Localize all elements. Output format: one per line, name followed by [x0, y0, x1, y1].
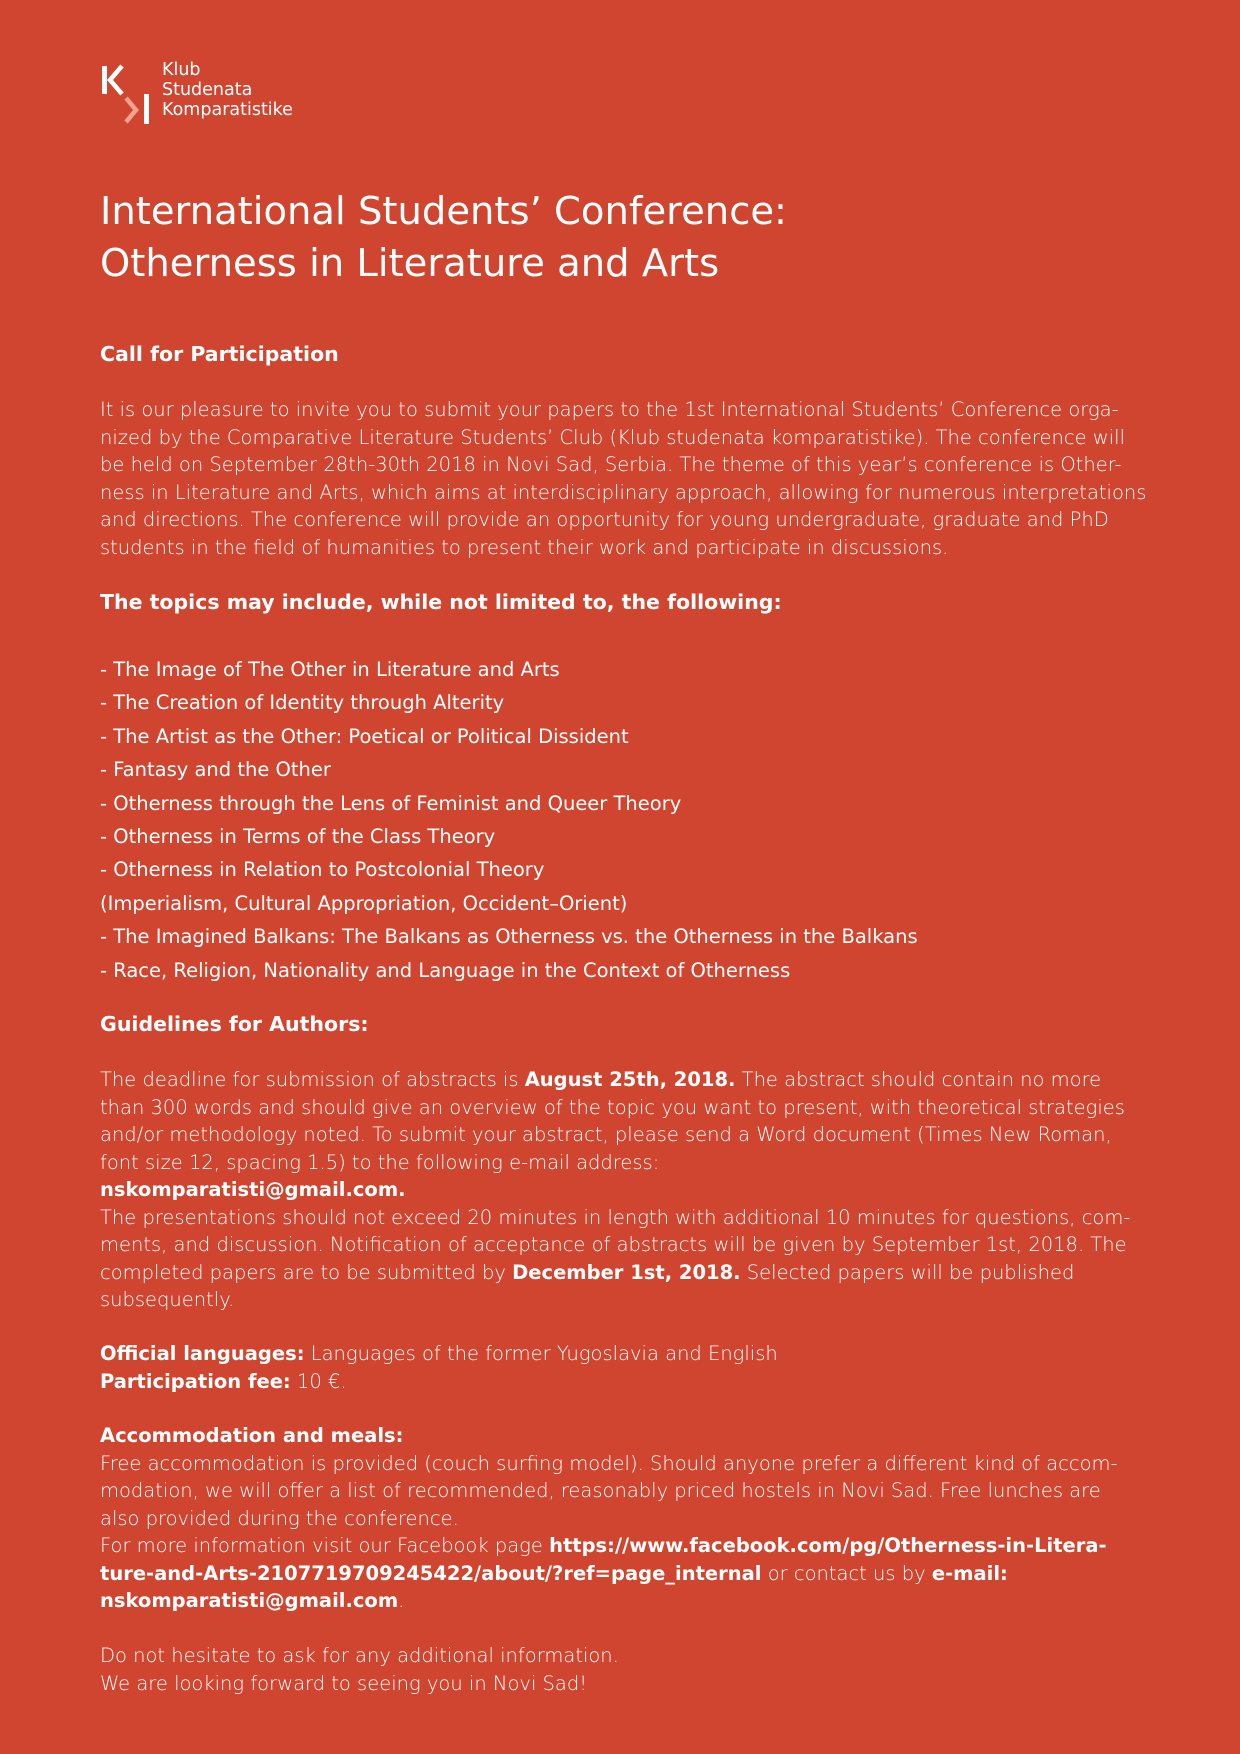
- accommodation-line: [100, 1560, 1162, 1588]
- topic-item: - The Image of The Other in Literature and Arts: [100, 658, 560, 681]
- accommodation-heading: Accommodation and meals:: [100, 1424, 404, 1447]
- conference-title: [100, 186, 1160, 290]
- topic-item: - The Imagined Balkans: The Balkans as Otherness vs. the Otherness in the Balkans: [100, 925, 918, 949]
- topics-heading: The topics may include, while not limited to, the following:: [100, 590, 782, 614]
- guidelines-line: The presentations should not exceed 20 minutes in length with additional 10 minutes for questions, com-: [100, 1205, 1131, 1229]
- guidelines-paragraph: [100, 1066, 1162, 1314]
- guidelines-line: [100, 1259, 1162, 1287]
- contact-text: or contact us by: [761, 1561, 932, 1585]
- guidelines-heading: Guidelines for Authors:: [100, 1012, 369, 1036]
- ks-logo-mark-icon: [100, 64, 156, 126]
- accommodation-line: also provided during the conference.: [100, 1506, 459, 1530]
- accommodation-line: Free accommodation is provided (couch surfing model). Should anyone prefer a different kind of accom-: [100, 1451, 1118, 1475]
- topics-list: [100, 653, 918, 987]
- facebook-intro: For more information visit our Facebook page: [100, 1534, 550, 1557]
- topic-item: - Fantasy and the Other: [100, 758, 331, 782]
- closing-line-2: We are looking forward to seeing you in Novi Sad!: [100, 1671, 588, 1695]
- guidelines-line: font size 12, spacing 1.5) to the following e-mail address:: [100, 1150, 660, 1174]
- fee-value: 10 €.: [290, 1369, 347, 1393]
- topic-item: - The Creation of Identity through Alterity: [100, 691, 505, 715]
- closing-line-1: Do not hesitate to ask for any additional information.: [100, 1644, 619, 1667]
- contact-period: .: [398, 1589, 405, 1612]
- facebook-link[interactable]: https://www.facebook.com/pg/Otherness-in-Litera-: [549, 1534, 1107, 1557]
- fee-label: Participation fee:: [100, 1369, 291, 1393]
- contact-email-link[interactable]: nskomparatisti@gmail.com: [100, 1589, 399, 1612]
- topic-item: - Otherness through the Lens of Feminist and Queer Theory: [100, 791, 682, 815]
- call-line: ness in Literature and Arts, which aims at interdisciplinary approach, allowing for numerous interpretations: [100, 480, 1147, 504]
- abstract-deadline: August 25th, 2018.: [524, 1068, 736, 1091]
- languages-line: [100, 1340, 1162, 1368]
- guidelines-line: ments, and discussion. Notification of acceptance of abstracts will be given by September 1st, 2018. The: [100, 1233, 1127, 1256]
- accommodation-line: [100, 1532, 1162, 1560]
- accommodation-section: [100, 1422, 1162, 1615]
- call-line: nized by the Comparative Literature Students’ Club (Klub studenata komparatistike). The conference will: [100, 425, 1125, 449]
- papers-deadline: December 1st, 2018.: [512, 1260, 741, 1284]
- title-line-2: Otherness in Literature and Arts: [100, 241, 720, 286]
- accommodation-line: modation, we will offer a list of recommended, reasonably priced hostels in Novi Sad. Free lunches are: [100, 1479, 1101, 1502]
- topic-item: - The Artist as the Other: Poetical or Political Dissident: [100, 724, 629, 748]
- guidelines-line: than 300 words and should give an overview of the topic you want to present, with theoretical strategies: [100, 1095, 1125, 1119]
- guidelines-line: [100, 1176, 1162, 1204]
- logo-line-3: Komparatistike: [162, 100, 293, 120]
- languages-value: Languages of the former Yugoslavia and English: [304, 1342, 778, 1365]
- deadline-text: The deadline for submission of abstracts is: [100, 1068, 525, 1091]
- deadline-text-end: The abstract should contain no more: [735, 1068, 1102, 1091]
- facebook-link-continued[interactable]: ture-and-Arts-2107719709245422/about/?ref=page_internal: [100, 1561, 762, 1585]
- logo-line-2: Studenata: [162, 80, 253, 100]
- guidelines-line: subsequently.: [100, 1288, 235, 1311]
- call-heading: Call for Participation: [100, 342, 339, 366]
- submission-email-link[interactable]: nskomparatisti@gmail.com.: [100, 1178, 406, 1201]
- topic-item: - Otherness in Terms of the Class Theory: [100, 824, 496, 848]
- call-line: It is our pleasure to invite you to submit your papers to the 1st International Students’ Conference orga-: [100, 398, 1119, 421]
- papers-text: completed papers are to be submitted by: [100, 1260, 513, 1284]
- accommodation-line: [100, 1587, 1162, 1615]
- title-line-1: International Students’ Conference:: [100, 189, 788, 234]
- papers-text-end: Selected papers will be published: [740, 1260, 1075, 1284]
- call-line: and directions. The conference will provide an opportunity for young undergraduate, graduate and PhD: [100, 508, 1109, 531]
- call-line: be held on September 28th-30th 2018 in Novi Sad, Serbia. The theme of this year’s conference is Other-: [100, 453, 1122, 476]
- logo-text: [162, 60, 293, 120]
- languages-label: Official languages:: [100, 1342, 305, 1365]
- guidelines-line: and/or methodology noted. To submit your abstract, please send a Word document (Times New Roman,: [100, 1123, 1112, 1146]
- topic-item: - Otherness in Relation to Postcolonial Theory: [100, 858, 545, 882]
- guidelines-line: [100, 1066, 1162, 1094]
- conference-info: [100, 1340, 1162, 1395]
- topic-item: - Race, Religion, Nationality and Language in the Context of Otherness: [100, 958, 791, 982]
- call-line: students in the field of humanities to present their work and participate in discussions.: [100, 535, 949, 559]
- closing-message: [100, 1642, 1162, 1697]
- call-paragraph: [100, 396, 1162, 561]
- email-label: e-mail:: [931, 1561, 1008, 1585]
- topic-item: (Imperialism, Cultural Appropriation, Occident–Orient): [100, 891, 628, 915]
- club-logo: [100, 60, 320, 128]
- fee-line: [100, 1368, 1162, 1396]
- logo-line-1: Klub: [162, 60, 201, 80]
